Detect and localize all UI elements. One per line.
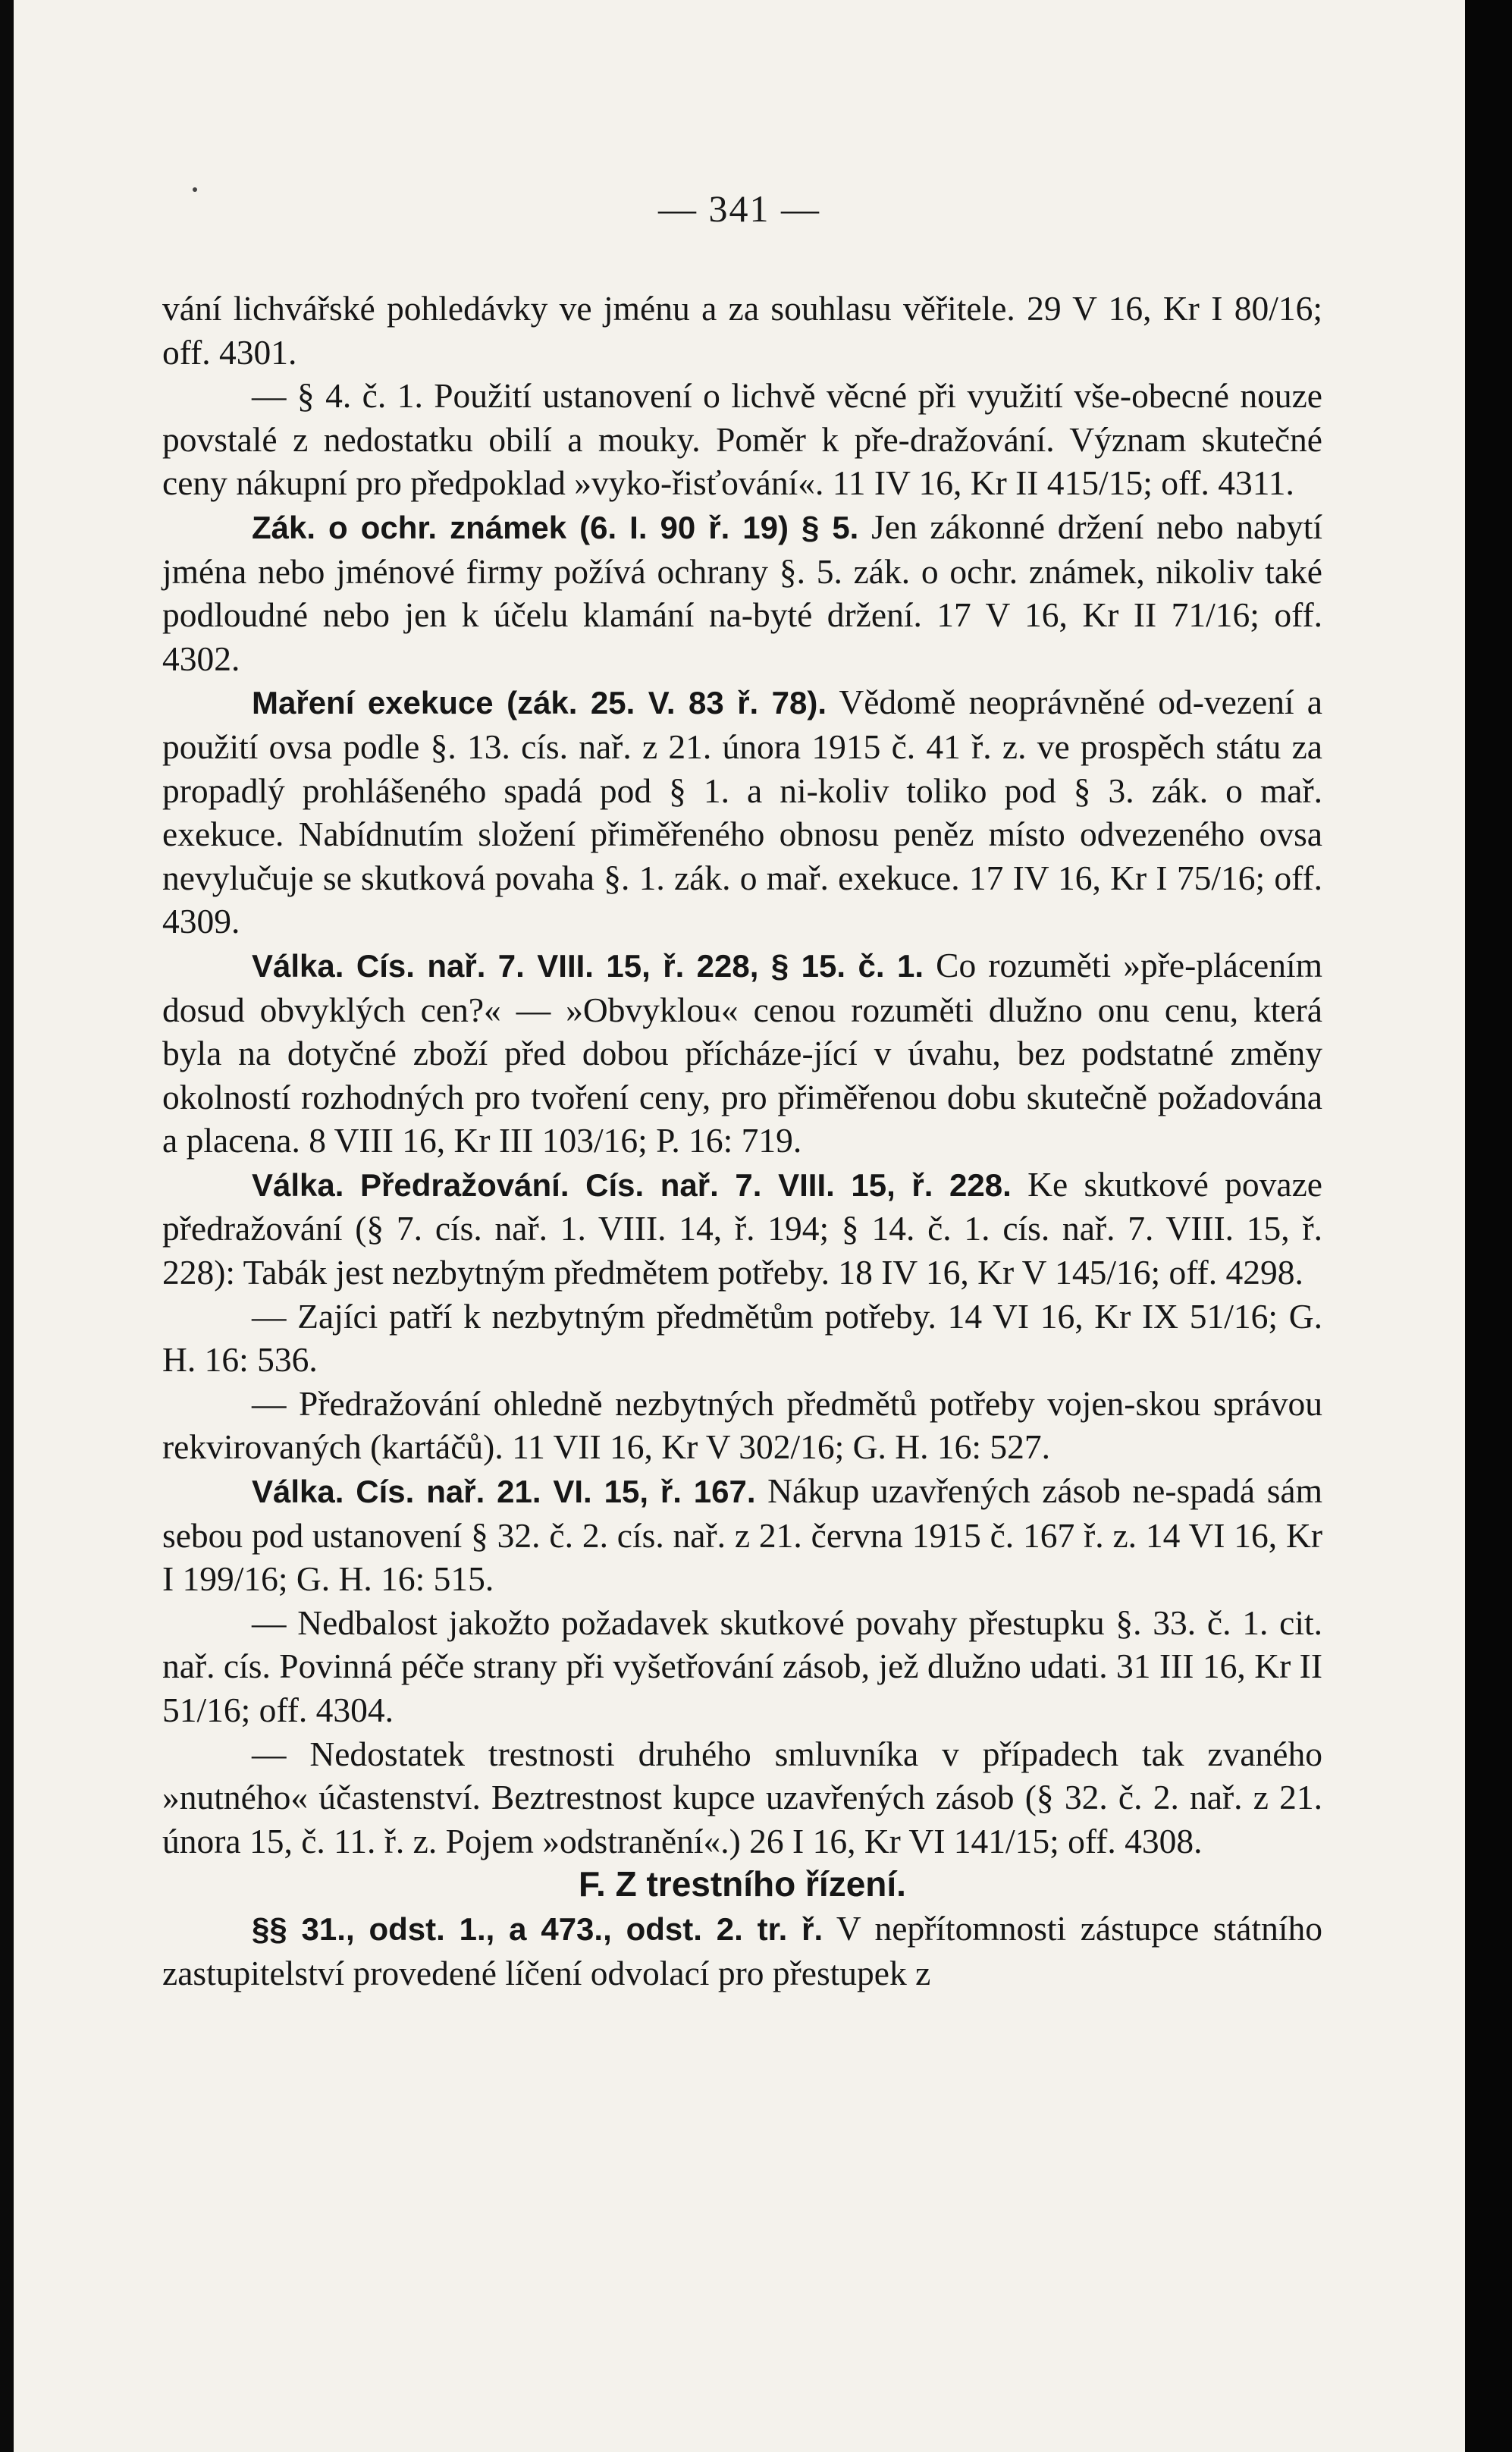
scan-border-right bbox=[1465, 0, 1512, 2452]
section-heading: F. Z trestního řízení. bbox=[579, 1864, 906, 1904]
paragraph-9-lead: Válka. Cís. nař. 21. VI. 15, ř. 167. bbox=[252, 1474, 756, 1510]
paragraph-9-text: Nákup uzavřených zásob ne-spadá sám sebou pod ustanovení § 32. č. 2. cís. nař. z 21. června 1915 č. 167 ř. z. 14 VI 16, Kr I 199/16; G. H. 16: 515. bbox=[162, 1471, 1323, 1599]
paragraph-3-text: Jen zákonné držení nebo nabytí jména nebo jménové firmy požívá ochrany §. 5. zák. o ochr. známek, nikoliv také podloudné nebo jen k účelu klamání na-byté držení. 17 V 16, Kr II 71/16; off. 4302. bbox=[162, 507, 1323, 678]
paragraph-10 bbox=[162, 1601, 1322, 1732]
paragraph-11-text: — Nedostatek trestnosti druhého smluvníka v případech tak zvaného »nutného« účastenství. Beztrestnost kupce uzavřených zásob (§ 32. č. 2. nař. z 21. února 15, č. 11. ř. z. Pojem »odstranění«.) 26 I 16, Kr VI 141/15; off. 4308. bbox=[162, 1734, 1322, 1860]
paragraph-1-text: vání lichvářské pohledávky ve jménu a za souhlasu věřitele. 29 V 16, Kr I 80/16; off. 4301. bbox=[162, 289, 1322, 372]
paragraph-8 bbox=[162, 1382, 1322, 1469]
paragraph-final-text: V nepřítomnosti zástupce státního zastupitelství provedené líčení odvolací pro přestupek z bbox=[162, 1908, 1322, 1992]
paragraph-5-lead: Válka. Cís. nař. 7. VIII. 15, ř. 228, § 15. č. 1. bbox=[252, 947, 924, 984]
paragraph-2-text: — § 4. č. 1. Použití ustanovení o lichvě věcné při využití vše-obecné nouze povstalé z nedostatku obilí a mouky. Poměr k pře-dražování. Význam skutečné ceny nákupní pro předpoklad »vyko-řisťování«. 11 IV 16, Kr II 415/15; off. 4311. bbox=[162, 376, 1322, 503]
paragraph-7 bbox=[162, 1295, 1322, 1382]
paragraph-3 bbox=[162, 505, 1322, 680]
paragraph-6-lead: Válka. Předražování. Cís. nař. 7. VIII. 15, ř. 228. bbox=[252, 1166, 1012, 1203]
paragraph-1 bbox=[162, 287, 1322, 374]
paragraph-4 bbox=[162, 680, 1322, 943]
paragraph-final-lead: §§ 31., odst. 1., a 473., odst. 2. tr. ř. bbox=[252, 1910, 823, 1947]
paragraph-11 bbox=[162, 1732, 1322, 1863]
paragraph-2 bbox=[162, 374, 1322, 505]
paragraph-5-text: Co rozuměti »pře-plácením dosud obvyklých cen?« — »Obvyklou« cenou rozuměti dlužno onu cenu, která byla na dotyčné zboží před dobou přícháze-jící v úvahu, bez podstatné změny okolností rozhodných pro tvoření ceny, pro přiměřenou dobu skutečně požadována a placena. 8 VIII 16, Kr III 103/16; P. 16: 719. bbox=[162, 945, 1322, 1160]
document-page bbox=[14, 0, 1465, 2452]
paragraph-7-text: — Zajíci patří k nezbytným předmětům potřeby. 14 VI 16, Kr IX 51/16; G. H. 16: 536. bbox=[162, 1296, 1322, 1380]
paragraph-6 bbox=[162, 1163, 1322, 1295]
paragraph-8-text: — Předražování ohledně nezbytných předmětů potřeby vojen-skou správou rekvirovaných (kartáčů). 11 VII 16, Kr V 302/16; G. H. 16: 527. bbox=[162, 1383, 1322, 1467]
paragraph-4-text: Vědomě neoprávněné od-vezení a použití ovsa podle §. 13. cís. nař. z 21. února 1915 č. 41 ř. z. ve prospěch státu za propadlý prohlášeného spadá pod § 1. a ni-koliv toliko pod § 3. zák. o mař. exekuce. Nabídnutím složení přiměřeného obnosu peněz místo odvezeného ovsa nevylučuje se skutková povaha §. 1. zák. o mař. exekuce. 17 IV 16, Kr I 75/16; off. 4309. bbox=[162, 683, 1322, 941]
paragraph-10-text: — Nedbalost jakožto požadavek skutkové povahy přestupku §. 33. č. 1. cit. nař. cís. Povinná péče strany při vyšetřování zásob, jež dlužno udati. 31 III 16, Kr II 51/16; off. 4304. bbox=[162, 1603, 1322, 1729]
paragraph-6-text: Ke skutkové povaze předražování (§ 7. cís. nař. 1. VIII. 14, ř. 194; § 14. č. 1. cís. nař. 7. VIII. 15, ř. 228): Tabák jest nezbytným předmětem potřeby. 18 IV 16, Kr V 145/16; off. 4298. bbox=[162, 1164, 1322, 1292]
page-number: — 341 — bbox=[658, 187, 820, 230]
body-text bbox=[162, 287, 1322, 1995]
paragraph-4-lead: Maření exekuce (zák. 25. V. 83 ř. 78). bbox=[252, 685, 827, 721]
paragraph-5 bbox=[162, 943, 1322, 1163]
paragraph-9 bbox=[162, 1469, 1322, 1601]
paragraph-3-lead: Zák. o ochr. známek (6. I. 90 ř. 19) § 5. bbox=[252, 509, 859, 545]
paragraph-final bbox=[162, 1907, 1322, 1995]
